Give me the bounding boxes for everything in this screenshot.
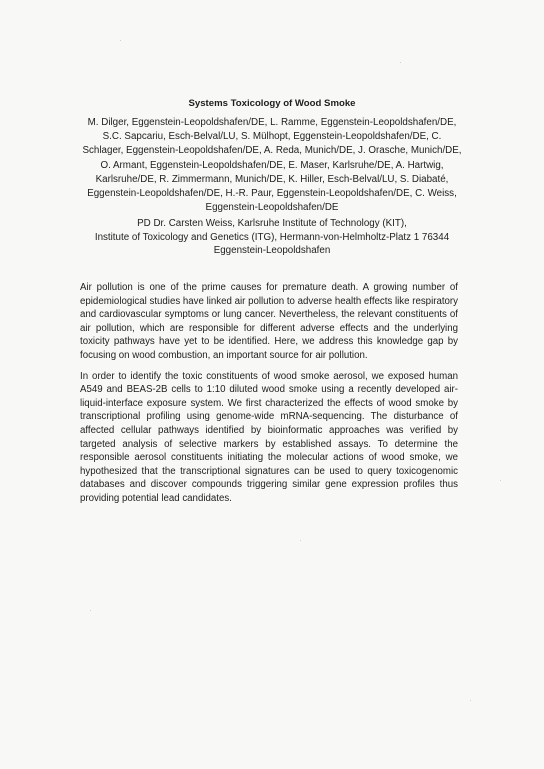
author-list: M. Dilger, Eggenstein-Leopoldshafen/DE, L. Ramme, Eggenstein-Leopoldshafen/DE, S.C. Sapcariu, Esch-Belval/LU, S. Mülhopt, Eggenstein-Leopoldshafen/DE, C. Schlager, Eggenstein-Leopoldshafen/DE, A. Reda, Munich/DE, J. Orasche, Munich/DE, O. Armant, Eggenstein-Leopoldshafen/DE, E. Maser, Karlsruhe/DE, A. Hartwig, Karlsruhe/DE, R. Zimmermann, Munich/DE, K. Hiller, Esch-Belval/LU, S. Diabaté, Eggenstein-Leopoldshafen/DE, H.-R. Paur, Eggenstein-Leopoldshafen/DE, C. Weiss, Eggenstein-Leopoldshafen/DE — [82, 117, 462, 214]
affiliation-block — [72, 217, 472, 258]
document-title: Systems Toxicology of Wood Smoke — [188, 98, 356, 109]
scan-speck — [120, 40, 121, 41]
abstract-body — [80, 281, 458, 513]
affiliation-line: Institute of Toxicology and Genetics (ITG), Hermann-von-Helmholtz-Platz 1 76344 — [94, 231, 450, 243]
scan-speck — [300, 540, 301, 541]
scan-speck — [500, 480, 501, 481]
scan-speck — [90, 610, 91, 611]
affiliation-line: PD Dr. Carsten Weiss, Karlsruhe Institute of Technology (KIT), — [137, 218, 407, 229]
abstract-paragraph: In order to identify the toxic constituents of wood smoke aerosol, we exposed human A549 and BEAS-2B cells to 1:10 diluted wood smoke using a recently developed air-liquid-interface exposure system. We first characterized the effects of wood smoke by transcriptional profiling using genome-wide mRNA-sequencing. The disturbance of affected cellular pathways identified by bioinformatic approaches was verified by targeted analysis of selective markers by established assays. To determine the responsible aerosol constituents initiating the molecular actions of wood smoke, we hypothesized that the transcriptional signatures can be used to query toxicogenomic databases and discover compounds triggering similar gene expression profiles thus providing potential lead candidates. — [80, 370, 458, 504]
scan-speck — [470, 700, 471, 701]
abstract-paragraph: Air pollution is one of the prime causes for premature death. A growing number of epidemiological studies have linked air pollution to adverse health effects like respiratory and cardiovascular symptoms or lung cancer. Nevertheless, the relevant constituents of air pollution, which are responsible for different adverse effects and the underlying toxicity pathways have yet to be identified. Here, we address this knowledge gap by focusing on wood combustion, an important source for air pollution. — [80, 282, 458, 361]
affiliation-line: Eggenstein-Leopoldshafen — [213, 245, 331, 257]
scan-speck — [400, 62, 401, 63]
